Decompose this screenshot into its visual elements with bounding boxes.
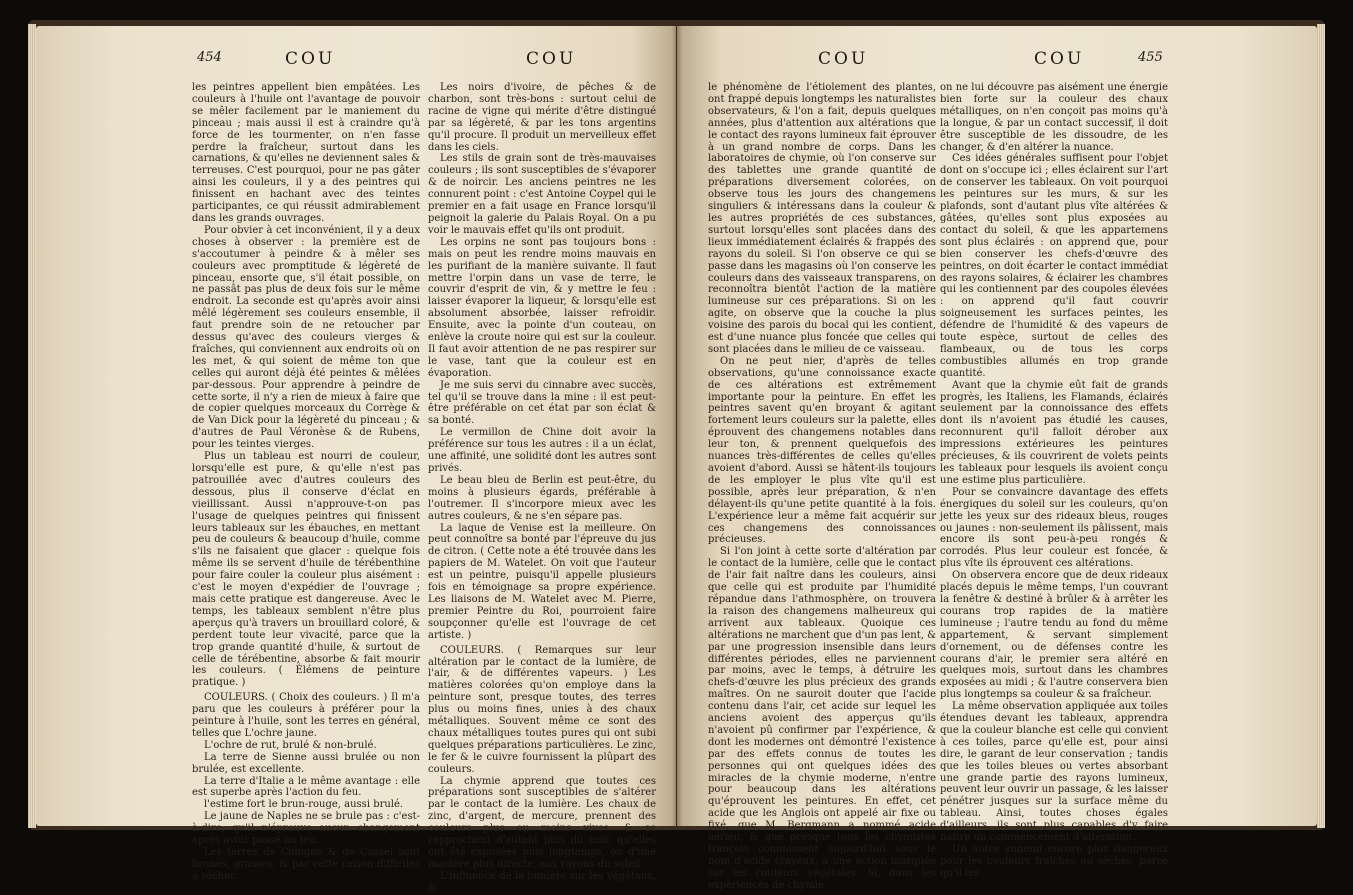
paragraph: Pour obvier à cet inconvénient, il y a deux choses à observer : la première est de s'accoutumer à peindre & à mêler ses couleurs avec promptitude & légèreté de pinceau, ensorte que, s'il était possible, on ne passât pas plus de deux fois sur le même endroit. La seconde est qu'après avoir ainsi mêlé légèrement ses couleurs ensemble, il faut prendre soin de ne retoucher par dessus qu'avec des couleurs vierges & fraîches, qui conviennent aux endroits où on les met, & qui soient de même ton que celles qui auront déjà été peintes & mêlées par-dessous. Pour apprendre à peindre de cette sorte, il n'y a rien de mieux à faire que de copier quelques morceaux du Corrège & de Van Dick pour la légèreté du pinceau ; & d'autres de Paul Véronèse & de Rubens, pour les teintes vierges. xyxy=(192,224,420,451)
paragraph: COULEURS. ( Remarques sur leur altération par le contact de la lumière, de l'air, & de différentes vapeurs. ) Les matières colorées qu'on employe dans la peinture sont, presque toutes, des terres plus ou moins fines, unies à des chaux métalliques. Souvent même ce sont des chaux métalliques toutes pures qui ont subi quelques préparations particulières. Le zinc, le fer & le cuivre fournissent la plûpart des couleurs. xyxy=(428,644,656,775)
right-page-number: 455 xyxy=(1138,50,1163,65)
left-running-head-2: COU xyxy=(526,49,577,69)
text-column-2 xyxy=(428,82,656,895)
left-running-head-1: COU xyxy=(285,49,336,69)
page-edges-right xyxy=(1317,24,1325,828)
paragraph: Les stils de grain sont de très-mauvaises couleurs ; ils sont susceptibles de s'évaporer & de noircir. Les anciens peintres ne les connurent point : c'est Antoine Coypel qui le premier en a fait usage en France lorsqu'il peignoit la galerie du Palais Royal. On a pu voir le mauvais effet qu'ils ont produit. xyxy=(428,153,656,236)
book-gutter xyxy=(672,26,682,826)
paragraph: le phénomène de l'étiolement des plantes, ont frappé depuis longtemps les naturalistes observateurs, & l'on a fait, depuis quelques années, plus d'attention aux altérations que le contact des rayons lumineux fait éprouver à un grand nombre de corps. Dans les laboratoires de chymie, où l'on conserve sur des tablettes une grande quantité de préparations diversement colorées, on observe tous les jours des changemens singuliers & intéressans dans la couleur & les autres propriétés de ces substances, surtout lorsqu'elles sont placées dans des lieux immédiatement éclairés & frappés des rayons du soleil. Si l'on observe ce qui se passe dans les magasins où l'on conserve les couleurs dans des vaisseaux transparens, on reconnoîtra bientôt l'action de la matière lumineuse sur ces préparations. Si on les agite, on observe que la couche la plus voisine des parois du bocal qui les contient, est d'une nuance plus foncée que celles qui sont placées dans le milieu de ce vaisseau. xyxy=(708,82,936,355)
paragraph: La terre de Sienne aussi brulée ou non brulée, est excellente. xyxy=(192,751,420,775)
paragraph: La laque de Venise est la meilleure. On peut connoître sa bonté par l'épreuve du jus de citron. ( Cette note a été trouvée dans les papiers de M. Watelet. On voit que l'auteur est un peintre, puisqu'il appelle plusieurs fois en témoignage sa propre expérience. Les liaisons de M. Watelet avec M. Pierre, premier Peintre du Roi, pourroient faire soupçonner qu'elle est l'ouvrage de cet artiste. ) xyxy=(428,522,656,641)
paragraph: COULEURS. ( Choix des couleurs. ) Il m'a paru que les couleurs à préférer pour la peinture à l'huile, sont les terres en général, telles que L'ochre jaune. xyxy=(192,692,420,739)
paragraph: Plus un tableau est nourri de couleur, lorsqu'elle est pure, & qu'elle n'est pas patrouillée avec d'autres couleurs des dessous, plus il conserve d'éclat en vieillissant. Aussi n'approuve-t-on pas l'usage de quelques peintres qui finissent leurs tableaux sur les ébauches, en mettant peu de couleurs & beaucoup d'huile, comme s'ils ne faisaient que glacer : quelque fois même ils se servent d'huile de térébenthine pour faire couler la couleur plus aisément : c'est le moyen d'expédier de l'ouvrage ; mais cette pratique est dangereuse. Avec le temps, les tableaux semblent n'être plus aperçus qu'à travers un brouillard coloré, & perdent toute leur vivacité, parce que la trop grande quantité d'huile, & surtout de celle de térébentine, absorbe & fait mourir les couleurs. ( Élémens de peinture pratique. ) xyxy=(192,451,420,689)
paragraph: Les terres de Cologne & de Cassel sont brunes, grasses, & par cette raison difficiles à sécher. xyxy=(192,847,420,882)
paragraph: Le jaune de Naples ne se brule pas : c'est-à-dire, qu'il n'éprouve aucun changement après avoir passé au feu. xyxy=(192,811,420,847)
paragraph: La terre d'Italie a le même avantage : elle est superbe après l'action du feu. xyxy=(192,775,420,799)
text-column-4 xyxy=(940,82,1168,880)
page-edges-left xyxy=(28,24,36,828)
paragraph: on ne lui découvre pas aisément une énergie bien forte sur la couleur des chaux métalliques, on n'en conçoit pas moins qu'à la longue, & par un contact successif, il doit être susceptible de les dissoudre, de les changer, & d'en altérer la nuance. xyxy=(940,82,1168,153)
paragraph: Je me suis servi du cinnabre avec succès, tel qu'il se trouve dans la mine : il est peut-être préférable on cet état par son éclat & sa bonté. xyxy=(428,379,656,427)
paragraph: Ces idées générales suffisent pour l'objet dont on s'occupe ici ; elles éclairent sur l'art de conserver les tableaux. On voit pourquoi les peintures sur les murs, & sur les plafonds, sont d'autant plus vîte altérées & gâtées, qu'elles sont plus exposées au contact du soleil, & que les appartemens sont plus éclairés : on apprend que, pour bien conserver les chefs-d'œuvre des peintres, on doit écarter le contact immédiat des rayons solaires, & éclairer les chambres qui les contiennent par des coupoles élevées : on apprend qu'il faut couvrir soigneusement les surfaces peintes, les défendre de l'humidité & des vapeurs de toute espèce, surtout de celles des flambeaux, ou de tous les corps combustibles allumés en trop grande quantité. xyxy=(940,153,1168,379)
paragraph: Avant que la chymie eût fait de grands progrès, les Italiens, les Flamands, éclairés seulement par la connoissance des effets dont ils n'avoient pas étudié les causes, reconnurent qu'il falloit dérober aux impressions extérieures les peintures précieuses, & ils couvrirent de volets peints les tableaux pour lesquels ils avoient conçu une estime plus particulière. xyxy=(940,379,1168,486)
paragraph: Si l'on joint à cette sorte d'altération par le contact de la lumière, celle que le contact de l'air fait naître dans les couleurs, ainsi que celle qui est produite par l'humidité répandue dans l'athmosphère, on trouvera la raison des changemens malheureux qui arrivent aux tableaux. Quoique ces altérations ne marchent que d'un pas lent, & par une progression insensible dans leurs différentes périodes, elles ne parviennent par moins, avec le temps, à détruire les chefs-d'œuvre les plus précieux des grands maîtres. On ne sauroit douter que l'acide contenu dans l'air, cet acide sur lequel les anciens avoient des apperçus qu'ils n'avoient pû confirmer par l'expérience, & dont les modernes ont démontré l'existence par des effets connus de toutes les personnes qui ont quelques idées des miracles de la chymie moderne, n'entre pour beaucoup dans les altérations qu'éprouvent les peintures. En effet, cet acide que les Anglois ont appelé air fixe ou fixé, que M. Bergmann a nommé acide aérien, & que presque tous les chymistes françois connoissent aujourd'hui sous le nom d'acide crayeux, a une action marquée sur les couleurs végétales. Si, dans les expériences de chymie, xyxy=(708,546,936,891)
left-page-number: 454 xyxy=(197,50,222,65)
paragraph: Le beau bleu de Berlin est peut-être, du moins à plusieurs égards, préférable à l'outremer. Il s'incorpore mieux avec les autres couleurs, & ne s'en sépare pas. xyxy=(428,474,656,522)
text-column-1 xyxy=(192,82,420,883)
paragraph: Les orpins ne sont pas toujours bons : mais on peut les rendre moins mauvais en les purifiant de la manière suivante. Il faut mettre l'orpin dans un vase de terre, le couvrir d'esprit de vin, & y mettre le feu : laisser évaporer la liqueur, & lorsqu'elle est absolument absorbée, laisser refroidir. Ensuite, avec la pointe d'un couteau, on enlève la croute noire qui est sur la couleur. Il faut avoir attention de ne pas respirer sur le vase, tant que la couleur est en évaporation. xyxy=(428,236,656,379)
paragraph: La même observation appliquée aux toiles étendues devant les tableaux, apprendra que la couleur blanche est celle qui convient à ces toiles, parce qu'elle est, pour ainsi dire, le garant de leur conservation ; tandis que les toiles bleues ou vertes absorbant une grande partie des rayons lumineux, peuvent leur ouvrir un passage, & les laisser pénétrer jusques sur la surface même du tableau. Ainsi, toutes choses égales d'ailleurs, ils sont plus capables d'y faire naître un commencement d'altération. xyxy=(940,701,1168,844)
paragraph: Le vermillon de Chine doit avoir la préférence sur tous les autres : il a un éclat, une affinité, une solidité dont les autres sont privés. xyxy=(428,427,656,474)
paragraph: Les noirs d'ivoire, de pêches & de charbon, sont très-bons : surtout celui de racine de vigne qui mérite d'être distingué par sa légèreté, & par les tons argentins qu'il procure. Il produit un merveilleux effet dans les ciels. xyxy=(428,82,656,153)
right-running-head-2: COU xyxy=(1034,49,1085,69)
paragraph: Un autre ennemi encore plus dangereux pour les couleurs fraîches ou sèches, parce qu'il les xyxy=(940,844,1168,879)
paragraph: L'ochre de rut, brulé & non-brulé. xyxy=(204,739,377,751)
paragraph: Pour se convaincre davantage des effets énergiques du soleil sur les couleurs, qu'on jette les yeux sur des rideaux bleus, rouges ou jaunes : non-seulement ils pâlissent, mais encore ils sont peu-à-peu rongés & corrodés. Plus leur couleur est foncée, & plus vîte ils éprouvent ces altérations. xyxy=(940,486,1168,570)
paragraph: L'influence de la lumière sur les végétaux, & xyxy=(428,870,656,894)
paragraph: l'estime fort le brun-rouge, aussi brulé. xyxy=(204,799,404,811)
paragraph: On ne peut nier, d'après de telles observations, qu'une connoissance exacte de ces altérations est extrêmement importante pour la peinture. En effet les peintres savent qu'en broyant & agitant fortement leurs couleurs sur la palette, elles éprouvent des changemens notables dans leur ton, & prennent quelquefois des nuances très-différentes de celles qu'elles avoient d'abord. Aussi se hâtent-ils toujours de les employer le plus vîte qu'il est possible, après leur préparation, & n'en délayent-ils qu'une petite quantité à la fois. L'expérience leur a même fait acquérir sur ces changemens des connoissances précieuses. xyxy=(708,355,936,546)
text-column-3 xyxy=(708,82,936,892)
paragraph: La chymie apprend que toutes ces préparations sont susceptibles de s'altérer par le contact de la lumière. Les chaux de zinc, d'argent, de mercure, prennent des couleurs plus ou moins vives, & se rapprochent d'autant plus du noir, qu'elles ont été exposées plus longtemps, ou d'une manière plus directe, aux rayons du soleil. xyxy=(428,775,656,870)
paragraph: les peintres appellent bien empâtées. Les couleurs à l'huile ont l'avantage de pouvoir se mêler facilement par le maniement du pinceau ; mais aussi il est à craindre qu'à force de les tourmenter, on n'en fasse perdre la fraîcheur, surtout dans les carnations, & qu'elles ne deviennent sales & terreuses. C'est pourquoi, pour ne pas gâter ainsi les couleurs, il y a des peintres qui finissent en hachant avec des teintes participantes, ce qui réussit admirablement dans les grands ouvrages. xyxy=(192,82,420,224)
right-running-head-1: COU xyxy=(818,49,869,69)
paragraph: On observera encore que de deux rideaux placés depuis le même temps, l'un couvrant la fenêtre & destiné à brûler & à arrêter les courans trop rapides de la matière lumineuse ; l'autre tendu au fond du même appartement, & servant simplement d'ornement, ou de défenses contre les courans d'air, le premier sera altéré en quelques mois, surtout dans les chambres exposées au midi ; & l'autre conservera bien plus longtemps sa couleur & sa fraîcheur. xyxy=(940,570,1168,701)
